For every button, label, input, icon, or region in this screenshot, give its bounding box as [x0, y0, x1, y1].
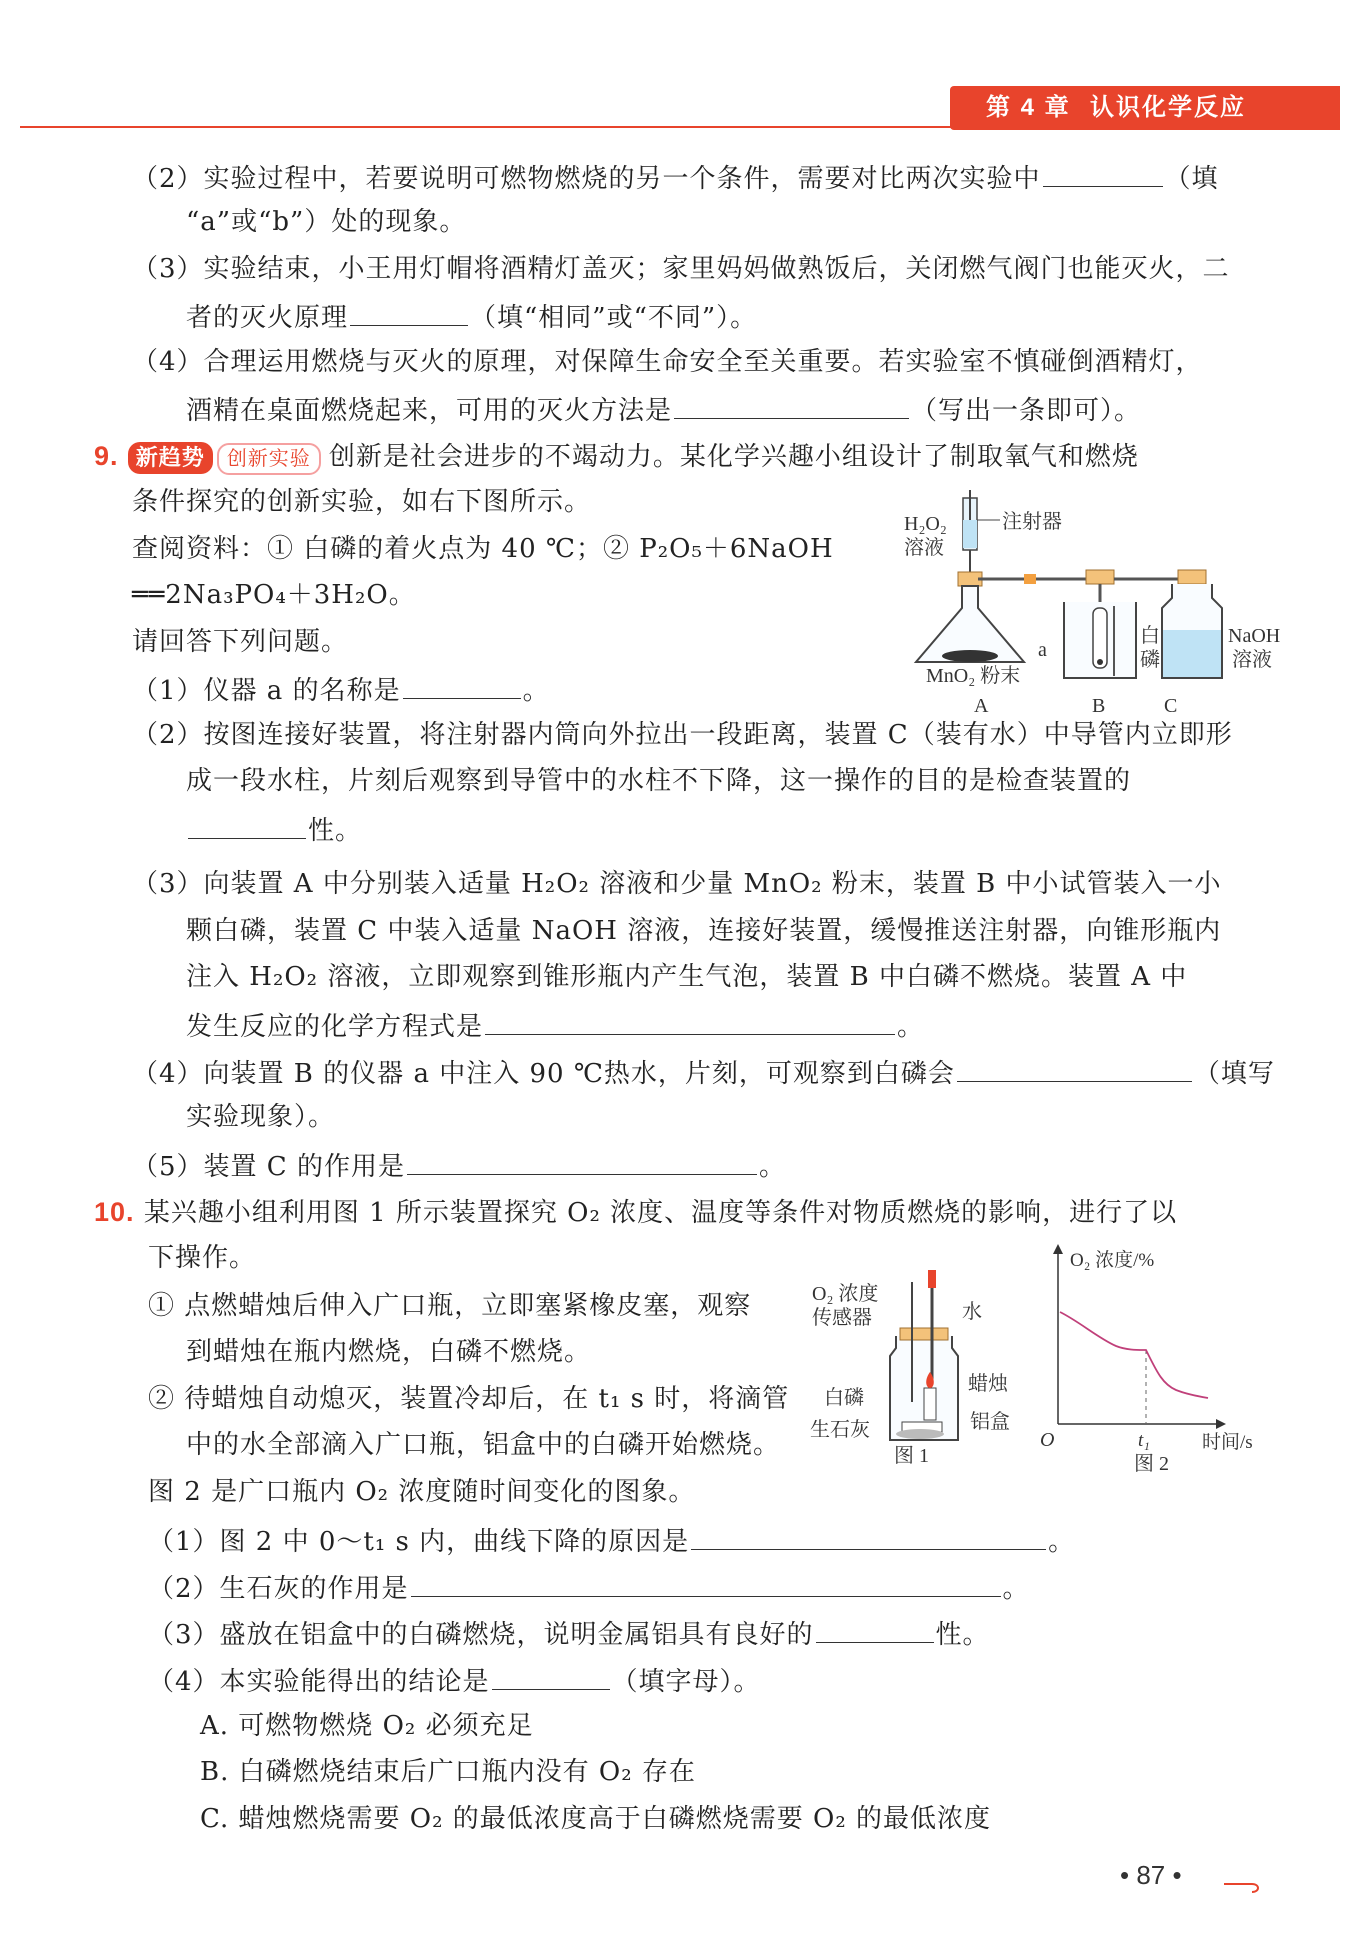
q10-step2-line1: ② 待蜡烛自动熄灭，装置冷却后，在 t₁ s 时，将滴管: [148, 1384, 790, 1414]
label-mno2: MnO₂ 粉末: [926, 665, 1021, 687]
q9-blank-5[interactable]: [407, 1146, 757, 1175]
figure1-caption: 图 1: [894, 1445, 929, 1467]
label-o2-sensor: O₂ 浓度: [812, 1283, 879, 1305]
q8-blank-4[interactable]: [674, 390, 909, 419]
q10-option-b[interactable]: B. 白磷燃烧结束后广口瓶内没有 O₂ 存在: [200, 1757, 696, 1787]
q9-part3-line1: （3）向装置 A 中分别装入适量 H₂O₂ 溶液和少量 MnO₂ 粉末，装置 B 中小试管装入一小: [132, 869, 1222, 899]
label-quicklime: 生石灰: [810, 1419, 870, 1441]
syringe-icon: [963, 490, 1000, 582]
q9-part5: （5）装置 C 的作用是 。: [132, 1146, 786, 1185]
q10-figure2: [1036, 1234, 1268, 1474]
label-solution: 溶液: [904, 537, 944, 559]
label-white-phosphorus: 白磷: [824, 1387, 864, 1409]
q10-step1-line2: 到蜡烛在瓶内燃烧，白磷不燃烧。: [186, 1337, 592, 1367]
q9-intro-line2: 条件探究的创新实验，如右下图所示。: [132, 487, 592, 517]
q9-number: 9.: [94, 441, 119, 471]
label-candle: 蜡烛: [968, 1373, 1008, 1395]
q9-intro-line1: 9. 新趋势 创新实验 创新是社会进步的不竭动力。某化学兴趣小组设计了制取氧气和燃烧: [94, 438, 1139, 475]
q10-number: 10.: [94, 1197, 135, 1227]
q9-part2-line1: （2）按图连接好装置，将注射器内筒向外拉出一段距离，装置 C（装有水）中导管内立即形: [132, 720, 1233, 750]
q9-part3-line2: 颗白磷，装置 C 中装入适量 NaOH 溶液，连接好装置，缓慢推送注射器，向锥形瓶内: [186, 916, 1222, 946]
q9-part3-line4: 发生反应的化学方程式是 。: [186, 1006, 924, 1045]
chapter-header: [950, 86, 1340, 130]
label-h2o2: H₂O₂: [904, 513, 947, 535]
label-syringe: 注射器: [1002, 511, 1062, 533]
q10-blank-3[interactable]: [816, 1614, 934, 1643]
label-water: 水: [962, 1301, 982, 1323]
q9-part4-line1: （4）向装置 B 的仪器 a 中注入 90 ℃热水，片刻，可观察到白磷会 （填写: [132, 1053, 1275, 1092]
gas-washing-bottle-icon: [1162, 570, 1222, 678]
conical-flask-icon: [916, 572, 1024, 662]
q8-part4-line2: 酒精在桌面燃烧起来，可用的灭火方法是 （写出一条即可）。: [186, 390, 1141, 429]
label-C: C: [1164, 695, 1178, 717]
q8-part3-line1: （3）实验结束，小王用灯帽将酒精灯盖灭；家里妈妈做熟饭后，关闭燃气阀门也能灭火，二: [132, 254, 1230, 284]
q8-blank-2[interactable]: [1043, 158, 1163, 187]
figure2-x-label: 时间/s: [1202, 1432, 1253, 1453]
q9-blank-1[interactable]: [403, 670, 521, 699]
label-naoh: NaOH: [1228, 625, 1281, 647]
figure2-t1: t₁: [1138, 1430, 1150, 1451]
q9-blank-4[interactable]: [957, 1053, 1192, 1082]
q8-part4-line1: （4）合理运用燃烧与灭火的原理，对保障生命安全至关重要。若实验室不慎碰倒酒精灯，: [132, 347, 1203, 377]
q8-part2-line1: （2）实验过程中，若要说明可燃物燃烧的另一个条件，需要对比两次实验中 （填: [132, 158, 1219, 197]
label-instrument-a: a: [1038, 639, 1047, 661]
page-swoosh-icon: [1222, 1874, 1262, 1894]
q10-intro-line2: 下操作。: [148, 1243, 257, 1273]
q9-blank-3[interactable]: [485, 1006, 895, 1035]
chapter-number: 第 4 章: [986, 94, 1071, 121]
figure2-caption: 图 2: [1134, 1453, 1169, 1475]
q9-part1: （1）仪器 a 的名称是 。: [132, 670, 550, 709]
figure2-origin: O: [1040, 1429, 1055, 1451]
label-sensor: 传感器: [812, 1307, 872, 1329]
q9-part2-line2: 成一段水柱，片刻后观察到导管中的水柱不下降，这一操作的目的是检查装置的: [186, 766, 1132, 796]
q9-part2-line3: 性。: [186, 810, 362, 849]
q10-option-c[interactable]: C. 蜡烛燃烧需要 O₂ 的最低浓度高于白磷燃烧需要 O₂ 的最低浓度: [200, 1804, 992, 1834]
page-number: • 87 •: [1120, 1860, 1182, 1890]
label-white: 白: [1140, 625, 1160, 647]
q9-trend-tag: 新趋势: [128, 442, 213, 474]
q10-part2: （2）生石灰的作用是 。: [148, 1568, 1030, 1607]
q9-reference-line1: 查阅资料：① 白磷的着火点为 40 ℃；② P₂O₅＋6NaOH: [132, 534, 834, 564]
q10-part1: （1）图 2 中 0～t₁ s 内，曲线下降的原因是 。: [148, 1521, 1075, 1560]
q10-step2-line2: 中的水全部滴入广口瓶，铝盒中的白磷开始燃烧。: [186, 1430, 781, 1460]
q10-figure2-description: 图 2 是广口瓶内 O₂ 浓度随时间变化的图象。: [148, 1477, 696, 1507]
q9-part4-line2: 实验现象）。: [186, 1102, 336, 1132]
q8-part2-line2: “a”或“b”）处的现象。: [186, 207, 467, 237]
q9-part3-line3: 注入 H₂O₂ 溶液，立即观察到锥形瓶内产生气泡，装置 B 中白磷不燃烧。装置 A 中: [186, 962, 1188, 992]
q9-innovation-tag: 创新实验: [217, 443, 321, 475]
header-rule: [20, 126, 1340, 128]
label-naoh-solution: 溶液: [1232, 649, 1272, 671]
label-aluminum-box: 铝盒: [970, 1411, 1010, 1433]
chapter-title: 认识化学反应: [1090, 94, 1246, 121]
figure2-y-label: O₂ 浓度/%: [1070, 1250, 1155, 1271]
q8-part3-line2: 者的灭火原理 （填“相同”或“不同”）。: [186, 297, 757, 336]
q9-reference-line2: ══2Na₃PO₄＋3H₂O。: [132, 580, 416, 610]
beaker-icon: [1064, 570, 1136, 678]
label-A: A: [974, 695, 989, 717]
q10-blank-1[interactable]: [691, 1521, 1046, 1550]
q10-option-a[interactable]: A. 可燃物燃烧 O₂ 必须充足: [200, 1711, 534, 1741]
q10-step1-line1: ① 点燃蜡烛后伸入广口瓶，立即塞紧橡皮塞，观察: [148, 1291, 752, 1321]
label-B: B: [1092, 695, 1106, 717]
q9-apparatus-figure: [890, 490, 1281, 720]
q10-intro-line1: 10. 某兴趣小组利用图 1 所示装置探究 O₂ 浓度、温度等条件对物质燃烧的影响，进行了以: [94, 1197, 1178, 1228]
q10-part3: （3）盛放在铝盒中的白磷燃烧，说明金属铝具有良好的 性。: [148, 1614, 990, 1653]
wide-mouth-bottle-icon: [890, 1270, 958, 1440]
label-phosphorus: 磷: [1140, 649, 1160, 671]
o2-concentration-curve: [1060, 1312, 1208, 1398]
q8-blank-3[interactable]: [350, 297, 468, 326]
q9-blank-2[interactable]: [188, 810, 306, 839]
q10-blank-4[interactable]: [492, 1661, 610, 1690]
q10-part4: （4）本实验能得出的结论是 （填字母）。: [148, 1661, 761, 1700]
q10-blank-2[interactable]: [411, 1568, 1001, 1597]
q9-instruction: 请回答下列问题。: [132, 627, 349, 657]
q10-figure1: [800, 1262, 1030, 1472]
